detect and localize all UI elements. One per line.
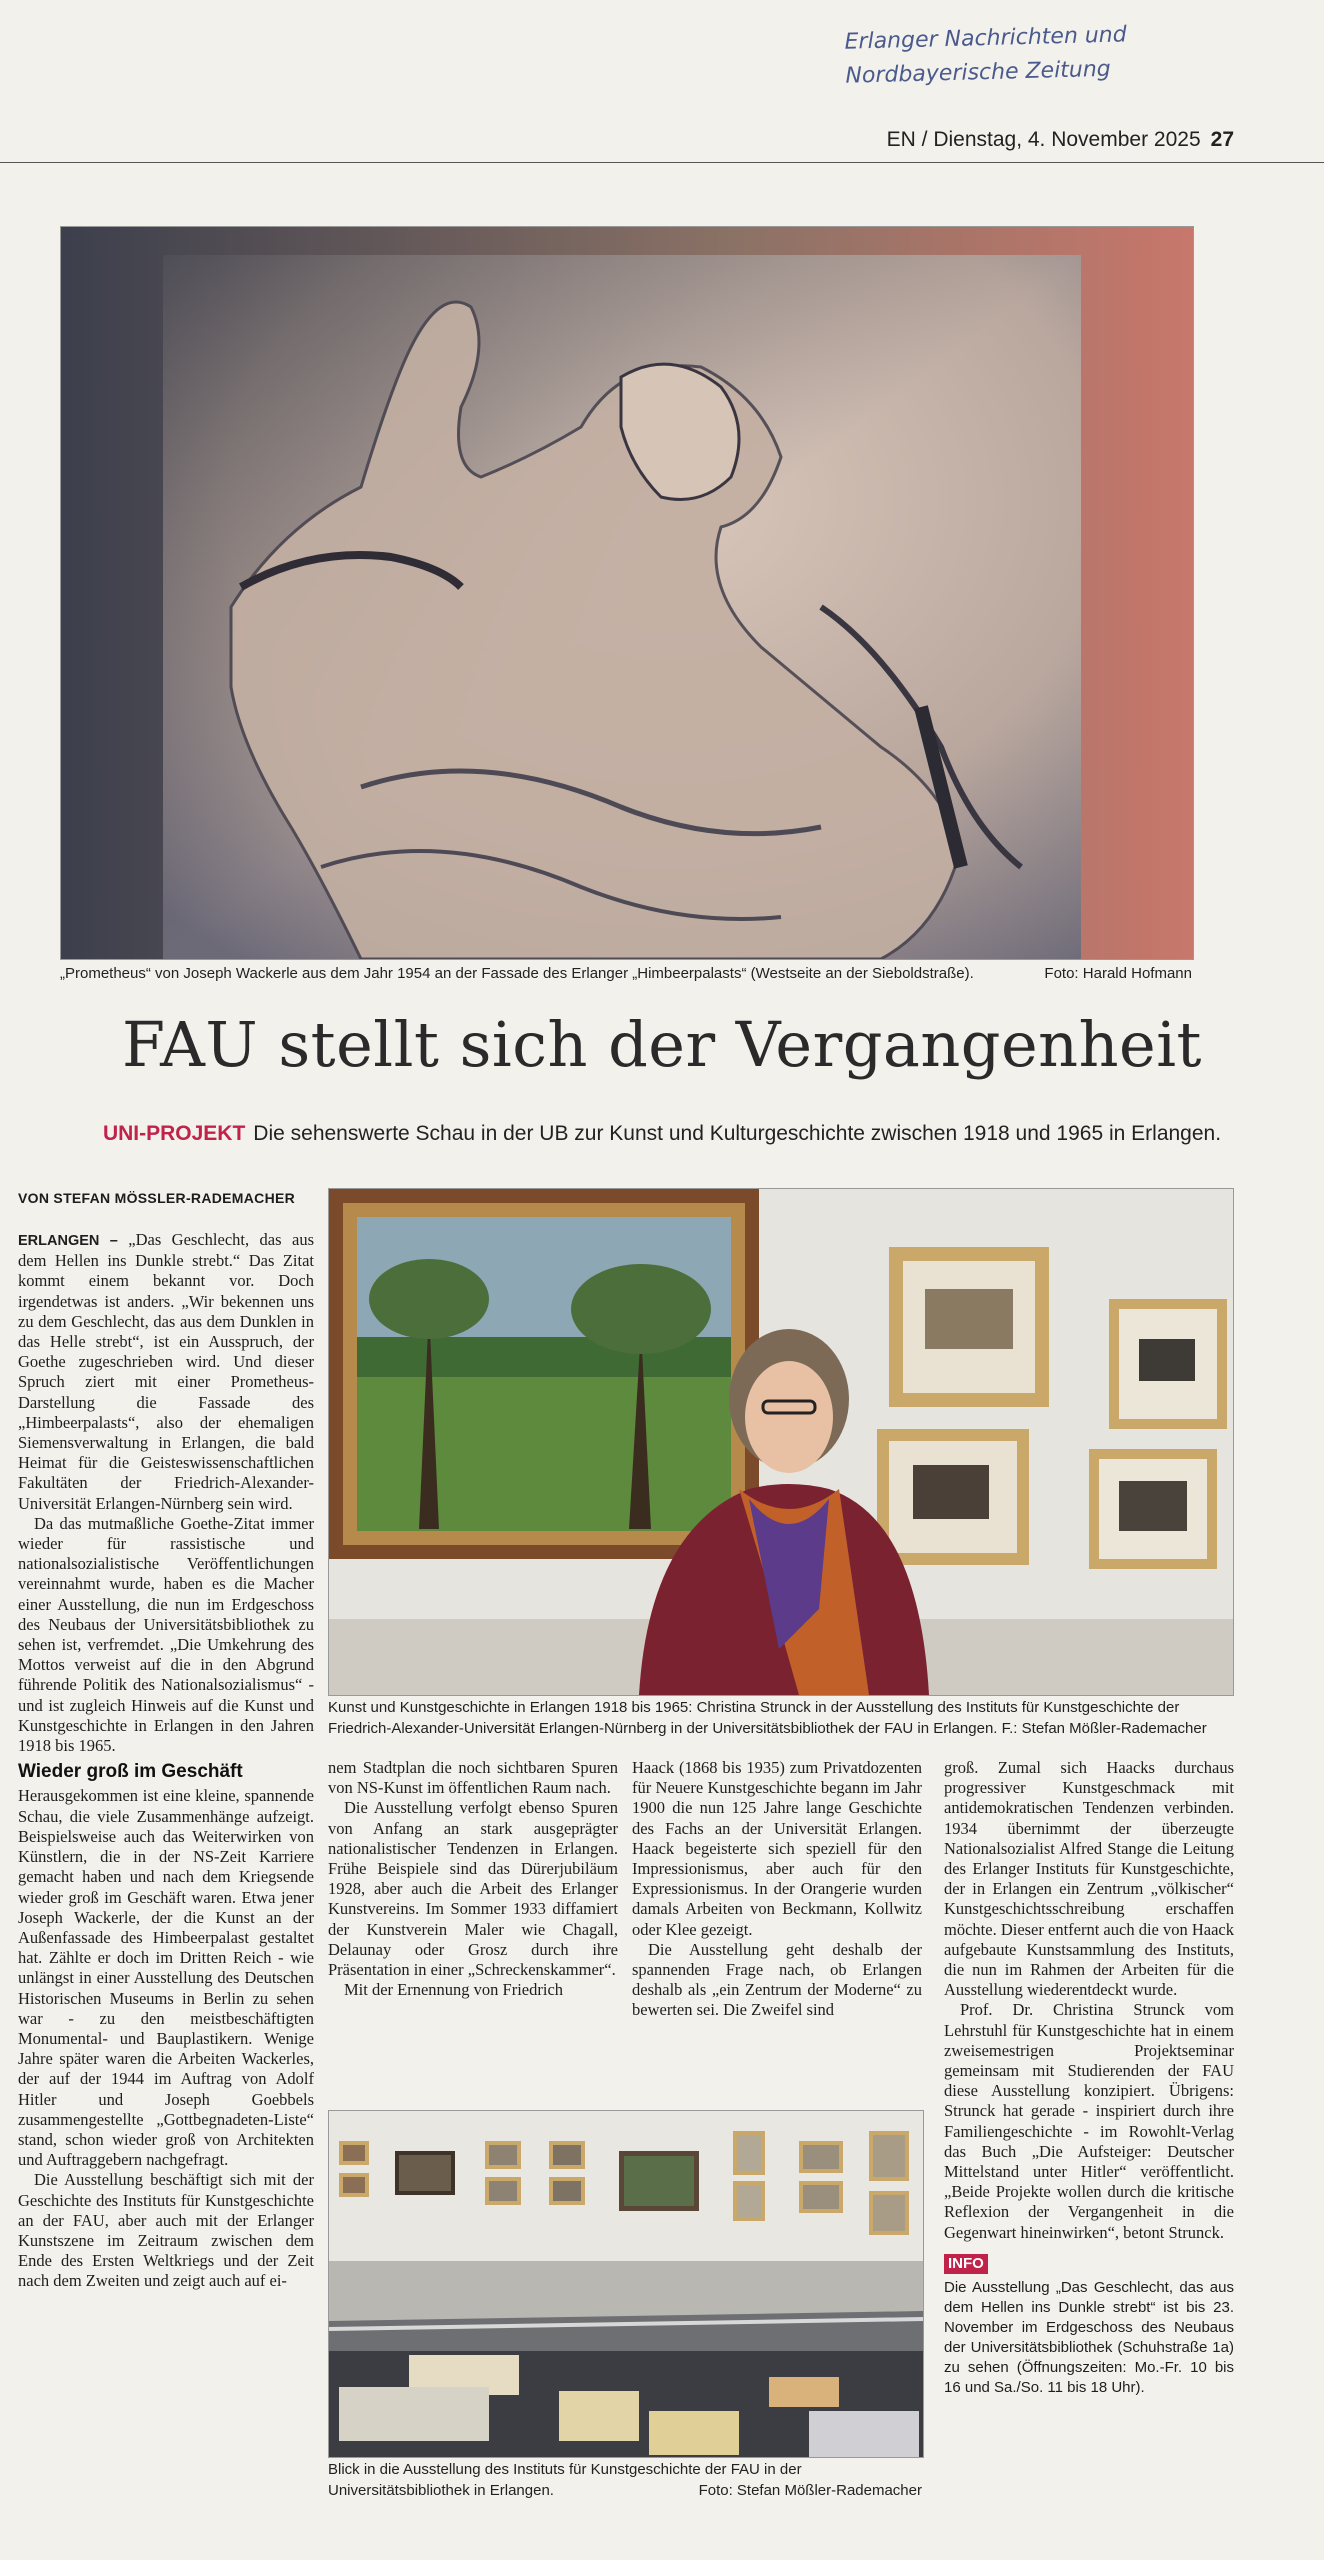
article-paragraph: Mit der Ernennung von Friedrich	[344, 1980, 564, 2000]
article-paragraph-text: „Das Geschlecht, das aus dem Hellen ins Dunkle strebt.“ Das Zitat kommt einem bekannt vor. Doch irgendetwas ist anders. „Wir bekennen uns zu dem Geschlecht, das aus dem Dunklen in das Helle strebt“, ist ein Ausspruch, der Goethe zugeschrieben wird. Und dieser Spruch ziert mit einer Prometheus-Darstellung die Fassade des „Himbeerpalasts“, also der ehemaligen Siemensverwaltung in Erlangen, die bald Heimat für die Geisteswissenschaftlichen Fakultäten der Friedrich-Alexander-Universität Erlangen-Nürnberg sein wird.	[18, 1230, 314, 1513]
article-paragraph: Da das mutmaßliche Goethe-Zitat immer wieder für rassistische und nationalsozialistische Veröffentlichungen vereinnahmt wurde, haben es die Macher einer Ausstellung, die nun im Erdgeschoss des Neubaus der Universitätsbibliothek zu sehen ist, verfremdet. „Die Umkehrung des Mottos verweist auf die in den Abgrund führende Politik des Nationalsozialismus“ - und ist zugleich Hinweis auf die Kunst und Kunstgeschichte in Erlangen in den Jahren 1918 bis 1965.	[18, 1513, 314, 1756]
page-folio	[887, 128, 1234, 152]
article-paragraph: Die Ausstellung beschäftigt sich mit der Geschichte des Instituts für Kunstgeschichte an der FAU, aber auch mit der Erlanger Kunstszene im Zeitraum zwischen dem Ende des Ersten Weltkriegs und der Zeit nach dem Zweiten und zeigt auch auf ei-	[18, 2170, 314, 2291]
info-box	[944, 2253, 1234, 2398]
portrait-photo	[328, 1188, 1234, 1696]
article-paragraph: Herausgekommen ist eine kleine, spannende Schau, die viele Zusammenhänge aufzeigt. Beispielsweise auch das Weiterwirken von Künstlern, die in der NS-Zeit Karriere gemacht haben und nach dem Kriegsende wieder groß im Geschäft waren. Etwa jener Joseph Wackerle, der die Kunst an der Außenfassade des Himbeerpalast gestaltet hat. Zählte er doch im Dritten Reich - wie unlängst in einer Ausstellung des Deutschen Historischen Museums in Berlin zu sehen war - zu den meistbeschäftigten Monumental- und Bauplastikern. Wenige Jahre später waren die Arbeiten Wackerles, der auf der 1944 im Auftrag von Adolf Hitler und Joseph Goebbels zusammengestellte „Gottbegnadeten-Liste“ stand, schon wieder groß von Architekten und Auftraggebern nachgefragt.	[18, 1786, 314, 2170]
kicker-text: Die sehenswerte Schau in der UB zur Kunst und Kulturgeschichte zwischen 1918 und 1965 in Erlangen.	[253, 1122, 1222, 1145]
dateline: ERLANGEN –	[18, 1233, 118, 1249]
handwritten-note-line2: Nordbayerische Zeitung	[845, 56, 1112, 89]
portrait-photo-caption: Kunst und Kunstgeschichte in Erlangen 1918 bis 1965: Christina Strunck in der Ausstellung des Instituts für Kunstgeschichte der Friedrich-Alexander-Universität Erlangen-Nürnberg in der Universitätsbibliothek der FAU in Erlangen. F.: Stefan Mößler-Rademacher	[328, 1699, 1207, 1737]
top-photo-credit: Foto: Harald Hofmann	[1044, 965, 1192, 982]
top-photo-caption-text: „Prometheus“ von Joseph Wackerle aus dem Jahr 1954 an der Fassade des Erlanger „Himbeerpalasts“ (Westseite an der Sieboldstraße).	[60, 965, 974, 982]
article-paragraph: Prof. Dr. Christina Strunck vom Lehrstuhl für Kunstgeschichte hat in einem zweisemestrigen Projektseminar gemeinsam mit Studierenden der FAU diese Ausstellung konzipiert. Übrigens: Strunck hat gerade - inspiriert durch ihre Familiengeschichte - im Rowohlt-Verlag das Buch „Die Aufsteiger: Deutscher Mittelstand unter Hitler“ veröffentlicht. „Beide Projekte wollen durch die kritische Reflexion der Vergangenheit in die Gegenwart hineinwirken“, betont Strunck.	[944, 2000, 1234, 2242]
page-number: 27	[1210, 128, 1234, 151]
info-label: INFO	[944, 2254, 988, 2274]
article-column-4	[944, 1758, 1234, 2398]
kicker-label: UNI-PROJEKT	[102, 1122, 246, 1145]
article-paragraph: nem Stadtplan die noch sichtbaren Spuren von NS-Kunst im öffentlichen Raum nach.	[328, 1758, 618, 1798]
article-paragraph: Die Ausstellung verfolgt ebenso Spuren von Anfang an stark ausgeprägter nationalistischer Tendenzen in Erlangen. Frühe Beispiele sind das Dürerjubiläum 1928, aber auch die Arbeit des Erlanger Kunstvereins. Im Sommer 1933 diffamiert der Kunstverein Maler wie Chagall, Delaunay oder Grosz durch ihre Präsentation in einer „Schreckenskammer“.	[328, 1798, 618, 1980]
exhibition-photo-caption	[328, 2459, 922, 2501]
handwritten-note-line1: Erlanger Nachrichten und	[844, 22, 1128, 55]
article-paragraph: Die Ausstellung geht deshalb der spannenden Frage nach, ob Erlangen deshalb als „ein Zentrum der Moderne“ zu bewerten sei. Die Zweifel sind	[632, 1939, 922, 2020]
headline: FAU stellt sich der Vergangenheit	[122, 1008, 1202, 1081]
prometheus-relief-photo	[60, 226, 1194, 960]
article-column-3	[632, 1758, 922, 2021]
exhibition-photo	[328, 2110, 924, 2458]
byline: VON STEFAN MÖSSLER-RADEMACHER	[18, 1190, 296, 1206]
handwritten-note	[844, 14, 1286, 93]
kicker	[0, 1122, 1324, 1146]
article-column-2	[328, 1758, 618, 2000]
date-line: EN / Dienstag, 4. November 2025	[886, 128, 1201, 151]
header-rule	[0, 162, 1324, 163]
article-paragraph: Haack (1868 bis 1935) zum Privatdozenten für Neuere Kunstgeschichte begann im Jahr 1900 die nun 125 Jahre lange Geschichte des Fachs an der Universität Erlangen. Haack begeisterte sich speziell für den Impressionismus, aber auch für den Expressionismus. In der Orangerie wurden damals Arbeiten von Beckmann, Kollwitz oder Klee gezeigt.	[632, 1758, 922, 1939]
exhibition-photo-caption-text: Blick in die Ausstellung des Instituts für Kunstgeschichte der FAU in der Universitätsbibliothek in Erlangen.	[328, 2461, 802, 2499]
article-column-1	[18, 1230, 314, 2292]
article-paragraph: groß. Zumal sich Haacks durchaus progressiver Kunstgeschmack mit antidemokratischen Tendenzen verbinden. 1934 übernimmt der überzeugte Nationalsozialist Alfred Stange die Leitung des Erlanger Instituts für Kunstgeschichte, der in Erlangen ein Zentrum „völkischer“ Kunstgeschichtsschreibung erschaffen möchte. Dieser entfernt auch die von Haack aufgebaute Kunstsammlung des Instituts, die nun im Rahmen der Arbeiten für die Ausstellung wiederentdeckt wurde.	[944, 1758, 1234, 2000]
top-photo-caption	[60, 963, 1192, 984]
subheading: Wieder groß im Geschäft	[18, 1761, 243, 1783]
info-text: Die Ausstellung „Das Geschlecht, das aus dem Hellen ins Dunkle strebt“ ist bis 23. November im Erdgeschoss des Neubaus der Universitätsbibliothek (Schuhstraße 1a) zu sehen (Öffnungszeiten: Mo.-Fr. 10 bis 16 und Sa./So. 11 bis 18 Uhr).	[944, 2278, 1234, 2396]
exhibition-photo-credit: Foto: Stefan Mößler-Rademacher	[698, 2482, 922, 2499]
article-paragraph	[18, 1230, 314, 1514]
